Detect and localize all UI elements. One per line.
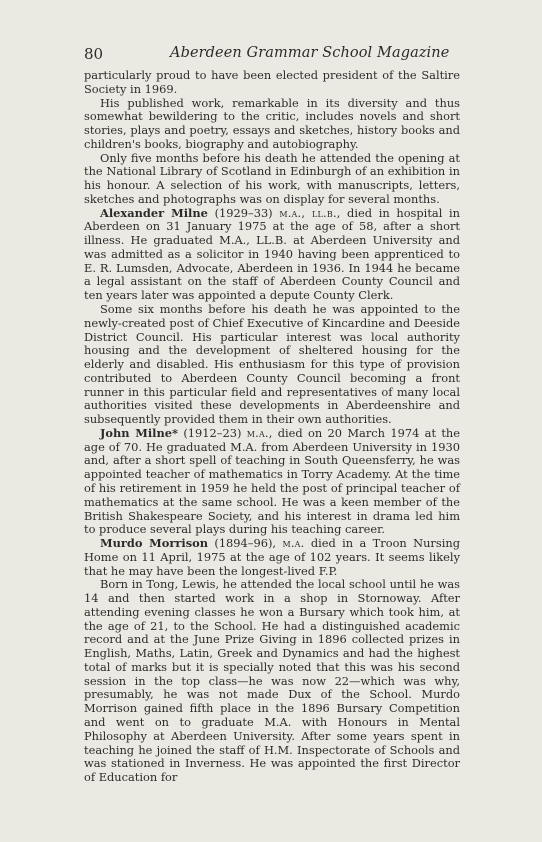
paragraph-text: Only five months before his death he attended the opening at the National Library of Scotland in Edinburgh of an exhibition in his honour. A selection of his work, with manuscripts, letters, sketches and photographs was on display for several months. [84, 150, 460, 206]
paragraph-text: , died on 20 March 1974 at the age of 70. He graduated M.A. from Aberdeen University in 1930 and, after a short spell of teaching in South Queensferry, he was appointed teacher of mathematics in Torry Academy. At the time of his retirement in 1959 he held the post of principal teacher of mathematics at the same school. He was a keen member of the British Shakespeare Society, and his interest in drama led him to produce several plays during his teaching career. [84, 425, 461, 537]
paragraph [84, 578, 460, 784]
paragraph-text: died in a Troon Nursing Home on 11 April, 1975 at the age of 102 years. It seems likely that he may have been the longest-lived F.P. [84, 536, 460, 578]
degree: m.a., ll.b. [279, 205, 337, 220]
page-header [84, 45, 460, 65]
obituary-entry [84, 427, 460, 537]
obituary-entry [84, 207, 460, 303]
paragraph [84, 69, 460, 97]
paragraph-text: , died in hospital in Aberdeen on 31 January 1975 at the age of 58, after a short illness. He graduated M.A., LL.B. at Aberdeen University and was admitted as a solicitor in 1940 having been apprenticed to E. R. Lumsden, Advocate, Aberdeen in 1936. In 1944 he became a legal assistant on the staff of Aberdeen County Council and ten years later was appointed a depute County Clerk. [84, 205, 460, 303]
person-name: John Milne* [100, 425, 178, 440]
school-years: (1912–23) [177, 425, 247, 440]
running-title: Aberdeen Grammar School Magazine [170, 45, 450, 61]
person-name: Alexander Milne [100, 205, 208, 220]
article-body [84, 69, 460, 785]
paragraph [84, 97, 460, 152]
paragraph-text: His published work, remarkable in its diversity and thus somewhat bewildering to the critic, includes novels and short stories, plays and poetry, essays and sketches, history books and children's books, biography and autobiography. [84, 95, 460, 151]
paragraph [84, 152, 460, 207]
paragraph-text: Born in Tong, Lewis, he attended the local school until he was 14 and then started work in a shop in Stornoway. After attending evening classes he won a Bursary which took him, at the age of 21, to the School. He had a distinguished academic record and at the June Prize Giving in 1896 collected prizes in English, Maths, Latin, Greek and Dynamics and had the highest total of marks but it is specially noted that this was his second session in the top class—he was now 22—which was why, presumably, he was not made Dux of the School. Murdo Morrison gained fifth place in the 1896 Bursary Competition and went on to graduate M.A. with Honours in Mental Philosophy at Aberdeen University. After some years spent in teaching he joined the staff of H.M. Inspectorate of Schools and was stationed in Inverness. He was appointed the first Director of Education for [84, 577, 460, 785]
obituary-entry [84, 537, 460, 578]
school-years: (1929–33) [207, 205, 280, 220]
paragraph-text: Some six months before his death he was appointed to the newly-created post of Chief Executive of Kincardine and Deeside District Council. His particular interest was local authority housing and the development of sheltered housing for the elderly and disabled. His enthusiasm for this type of provision contributed to Aberdeen County Council becoming a front runner in this particular field and representatives of many local authorities visited these developments in Aberdeenshire and subsequently provided them in their own authorities. [84, 302, 460, 427]
degree: m.a. [246, 425, 269, 440]
degree: m.a. [282, 536, 305, 551]
school-years: (1894–96), [208, 536, 283, 551]
paragraph [84, 303, 460, 427]
person-name: Murdo Morrison [100, 536, 208, 551]
paragraph-text: particularly proud to have been elected president of the Saltire Society in 1969. [84, 68, 460, 96]
page-number: 80 [84, 45, 104, 63]
